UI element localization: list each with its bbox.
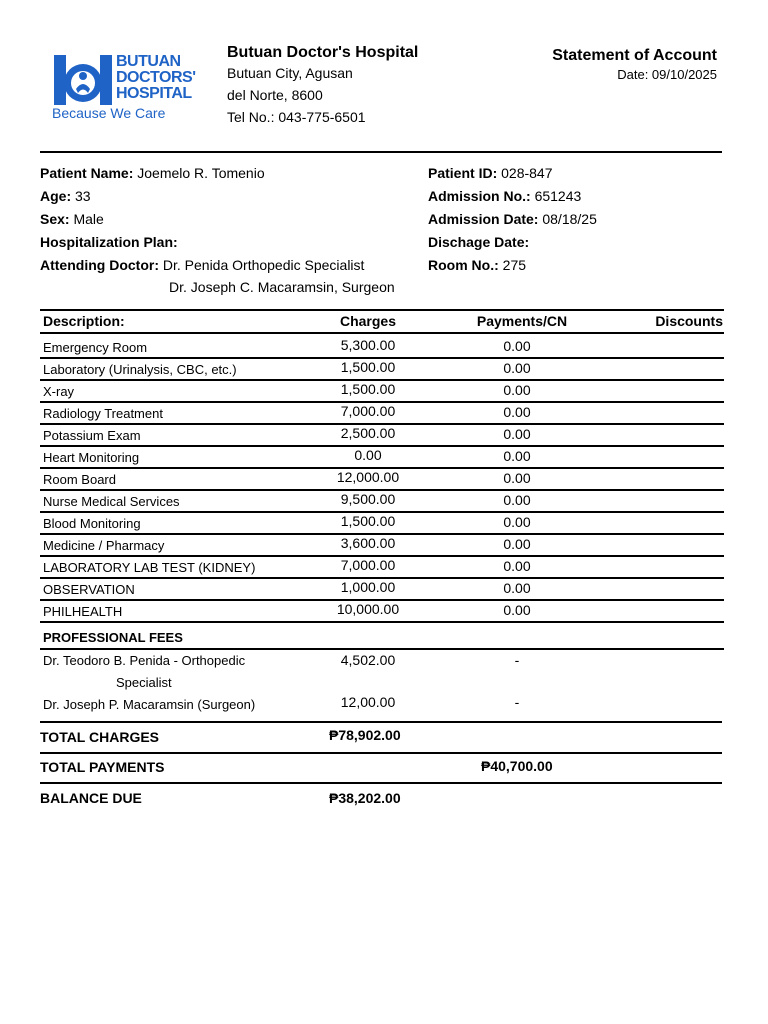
- admission-no: 651243: [534, 188, 582, 204]
- table-row-charges: 1,000.00: [340, 579, 396, 595]
- patient-id-label: Patient ID:: [428, 165, 498, 181]
- total-charges-label: TOTAL CHARGES: [40, 729, 160, 745]
- col-header-discounts: Discounts: [655, 313, 723, 329]
- table-row-payments: 0.00: [503, 382, 531, 398]
- discharge-date-row: [428, 234, 529, 250]
- patient-sex-row: [40, 211, 104, 227]
- professional-fees-heading: PROFESSIONAL FEES: [43, 630, 183, 645]
- col-header-charges: Charges: [339, 313, 397, 329]
- pf-row-2-payments: -: [514, 694, 520, 710]
- pf-row-1-payments: -: [514, 652, 520, 668]
- admission-date-row: [428, 211, 597, 227]
- attending-doctor-row: [40, 257, 364, 273]
- patient-sex: Male: [73, 211, 104, 227]
- table-row-line: [40, 621, 724, 623]
- table-row-charges: 10,000.00: [336, 601, 400, 617]
- hospital-name: Butuan Doctor's Hospital: [227, 44, 419, 61]
- table-row-charges: 5,300.00: [340, 337, 396, 353]
- admission-no-row: [428, 188, 581, 204]
- table-row-charges: 0.00: [354, 447, 382, 463]
- table-row-payments: 0.00: [503, 580, 531, 596]
- table-row-description: Laboratory (Urinalysis, CBC, etc.): [43, 362, 237, 377]
- col-header-payments: Payments/CN: [476, 313, 568, 329]
- attending-doctor-2: Dr. Joseph C. Macaramsin, Surgeon: [169, 279, 395, 295]
- table-row-payments: 0.00: [503, 338, 531, 354]
- table-row-description: Nurse Medical Services: [43, 494, 180, 509]
- logo-line-1: BUTUAN: [116, 53, 181, 70]
- table-row-description: Room Board: [43, 472, 116, 487]
- room-no-label: Room No.:: [428, 257, 499, 273]
- patient-sex-label: Sex:: [40, 211, 70, 227]
- hospital-address-line1: Butuan City, Agusan: [227, 65, 353, 81]
- table-row-description: Medicine / Pharmacy: [43, 538, 165, 553]
- table-row-payments: 0.00: [503, 514, 531, 530]
- table-row-description: Blood Monitoring: [43, 516, 141, 531]
- patient-id: 028-847: [501, 165, 553, 181]
- admission-date: 08/18/25: [542, 211, 597, 227]
- hospital-tel: Tel No.: 043-775-6501: [227, 109, 366, 125]
- table-row-description: Radiology Treatment: [43, 406, 163, 421]
- table-row-description: LABORATORY LAB TEST (KIDNEY): [43, 560, 256, 575]
- patient-name-label: Patient Name:: [40, 165, 134, 181]
- patient-id-row: [428, 165, 553, 181]
- table-row-charges: 7,000.00: [340, 557, 396, 573]
- table-row-payments: 0.00: [503, 448, 531, 464]
- statement-date: Date: 09/10/2025: [617, 67, 717, 82]
- table-row-description: Potassium Exam: [43, 428, 141, 443]
- table-row-charges: 3,600.00: [340, 535, 396, 551]
- balance-due-value: ₱38,202.00: [329, 790, 401, 806]
- table-row-payments: 0.00: [503, 558, 531, 574]
- hospitalization-plan-label: Hospitalization Plan:: [40, 234, 178, 250]
- total-payments-value: ₱40,700.00: [481, 758, 553, 774]
- totals-top-line: [40, 721, 722, 723]
- table-row-description: OBSERVATION: [43, 582, 135, 597]
- pf-row-2-charges: 12,00.00: [340, 694, 396, 710]
- attending-doctor-1: Dr. Penida Orthopedic Specialist: [162, 257, 365, 273]
- admission-date-label: Admission Date:: [428, 211, 539, 227]
- pf-row-1-charges: 4,502.00: [340, 652, 396, 668]
- table-top-line: [40, 309, 724, 311]
- pf-row-1-desc-line1: Dr. Teodoro B. Penida - Orthopedic: [43, 653, 246, 668]
- total-payments-label: TOTAL PAYMENTS: [40, 759, 165, 775]
- table-row-description: Emergency Room: [43, 340, 148, 355]
- hospital-logo: [52, 53, 196, 123]
- table-row-payments: 0.00: [503, 426, 531, 442]
- table-row-payments: 0.00: [503, 360, 531, 376]
- logo-line-3: HOSPITAL: [116, 85, 192, 102]
- table-row-charges: 12,000.00: [336, 469, 400, 485]
- table-row-charges: 9,500.00: [340, 491, 396, 507]
- hospital-address-line2: del Norte, 8600: [227, 87, 323, 103]
- table-row-payments: 0.00: [503, 470, 531, 486]
- professional-fees-line: [40, 648, 724, 650]
- statement-title: Statement of Account: [552, 47, 717, 64]
- patient-age: 33: [75, 188, 91, 204]
- table-row-charges: 1,500.00: [340, 359, 396, 375]
- table-header-line: [40, 332, 724, 334]
- patient-age-label: Age:: [40, 188, 72, 204]
- admission-no-label: Admission No.:: [428, 188, 531, 204]
- discharge-date-label: Dischage Date:: [428, 234, 530, 250]
- patient-age-row: [40, 188, 91, 204]
- logo-line-2: DOCTORS': [116, 69, 196, 86]
- room-no-row: [428, 257, 526, 273]
- pf-row-2-desc: Dr. Joseph P. Macaramsin (Surgeon): [43, 697, 256, 712]
- table-row-payments: 0.00: [503, 536, 531, 552]
- total-charges-value: ₱78,902.00: [329, 727, 401, 743]
- table-row-payments: 0.00: [503, 492, 531, 508]
- table-row-charges: 1,500.00: [340, 381, 396, 397]
- table-row-payments: 0.00: [503, 602, 531, 618]
- patient-name-row: [40, 165, 265, 181]
- total-payments-line: [40, 782, 722, 784]
- table-row-description: X-ray: [43, 384, 75, 399]
- balance-due-label: BALANCE DUE: [40, 790, 142, 806]
- header-divider: [40, 151, 722, 153]
- hospitalization-plan-row: [40, 234, 178, 250]
- col-header-description: Description:: [43, 313, 125, 329]
- attending-doctor-label: Attending Doctor:: [40, 257, 159, 273]
- table-row-payments: 0.00: [503, 404, 531, 420]
- logo-tagline: Because We Care: [52, 105, 166, 121]
- table-row-charges: 2,500.00: [340, 425, 396, 441]
- patient-name: Joemelo R. Tomenio: [137, 165, 265, 181]
- total-charges-line: [40, 752, 722, 754]
- table-row-description: PHILHEALTH: [43, 604, 123, 619]
- pf-row-1-desc-line2: Specialist: [116, 675, 172, 690]
- table-row-charges: 7,000.00: [340, 403, 396, 419]
- table-row-description: Heart Monitoring: [43, 450, 140, 465]
- room-no: 275: [502, 257, 527, 273]
- table-row-charges: 1,500.00: [340, 513, 396, 529]
